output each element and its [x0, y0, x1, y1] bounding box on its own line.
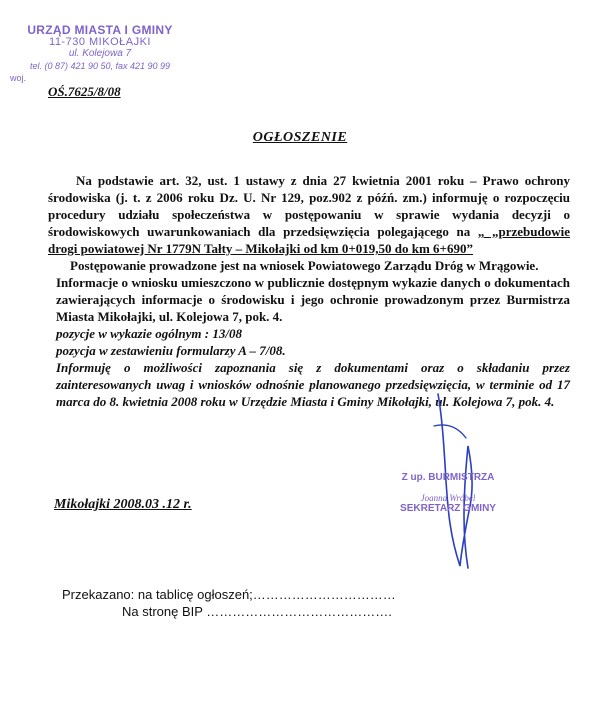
- announcement-body: [48, 172, 570, 410]
- register-position-general: pozycje w wykazie ogólnym : 13/08: [56, 326, 242, 341]
- transfer-bip: Na stronę BIP …………………………………….: [122, 604, 392, 619]
- stamp-street: ul. Kolejowa 7: [68, 48, 132, 59]
- paragraph-consultation-period: Informuję o możliwości zapoznania się z dokumentami oraz o składaniu przez zainteresowanych uwag i wniosków odnośnie planowanego przedsięwzięcia, w terminie od 17 marca do 8. kwietnia 2008 roku w Urzędzie Miasta i Gminy Mikołajki, ul. Kolejowa 7, pok. 4.: [56, 360, 570, 409]
- signatory-stamp: [376, 472, 520, 514]
- stamp-postal-code: 11-730 MIKOŁAJKI: [49, 36, 151, 48]
- stamp-phone: tel. (0 87) 421 90 50, fax 421 90 99: [29, 61, 171, 71]
- project-description: „ „przebudowie drogi powiatowej Nr 1779N Tałty – Mikołajki od km 0+019,50 do km 6+690”: [48, 224, 571, 256]
- transfer-note: [62, 586, 396, 620]
- reference-number: OŚ.7625/8/08: [48, 84, 121, 99]
- office-stamp: [2, 24, 198, 84]
- signatory-name: Joanna Wróbel: [420, 493, 476, 503]
- legal-basis-text: Na podstawie art. 32, ust. 1 ustawy z dnia 27 kwietnia 2001 roku – Prawo ochrony środowiska (j. t. z 2006 roku Dz. U. Nr 129, poz.902 z późń. zm.) informuję o rozpoczęciu procedury udziału społeczeństwa w postępowaniu w sprawie wydania decyzji o środowiskowych uwarunkowaniach dla przedsięwzięcia polegającego na: [48, 173, 570, 239]
- stamp-office-name: URZĄD MIASTA I GMINY: [27, 23, 173, 37]
- place-and-date: Mikołajki 2008.03 .12 r.: [54, 497, 192, 512]
- stamp-region: woj.: [10, 73, 27, 83]
- paragraph-register-info: Informacje o wniosku umieszczono w publicznie dostępnym wykazie danych o dokumentach zawierających informacje o środowisku i jego ochronie prowadzonym przez Burmistrza Miasta Mikołajki, ul. Kolejowa 7, pok. 4.: [56, 275, 570, 324]
- transfer-notice-board: Przekazano: na tablicę ogłoszeń;……………………………: [62, 587, 396, 602]
- register-position-form: pozycja w zestawieniu formularzy A – 7/08.: [56, 343, 286, 358]
- signatory-title: SEKRETARZ GMINY: [400, 503, 496, 514]
- signatory-on-behalf: Z up. BURMISTRZA: [401, 472, 495, 483]
- paragraph-applicant: Postępowanie prowadzone jest na wniosek Powiatowego Zarządu Dróg w Mrągowie.: [70, 258, 539, 273]
- document-title: OGŁOSZENIE: [252, 130, 348, 145]
- paragraph-legal-basis: [48, 172, 570, 257]
